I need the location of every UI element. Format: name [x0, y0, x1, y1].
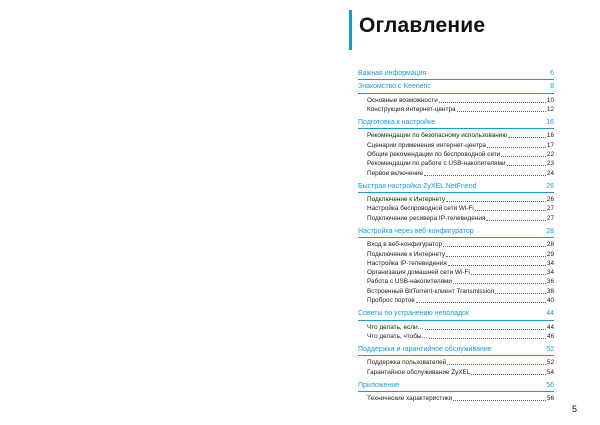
toc-item-title: Встроенный BitTorrent-клиент Transmission	[367, 287, 495, 295]
toc-item-page: 28	[546, 241, 554, 249]
toc-section	[358, 225, 554, 307]
toc-section-title: Поддержка и гарантийное обслуживание	[358, 346, 492, 354]
toc-item-title: Основные возможности	[367, 96, 438, 104]
toc-item-page: 27	[546, 214, 554, 222]
toc-item-title: Настройка беспроводной сети Wi-Fi	[367, 205, 474, 213]
toc-item-list	[358, 193, 554, 225]
dot-leader	[424, 169, 546, 176]
toc-item-title: Что делать, если…	[367, 323, 424, 331]
toc-item[interactable]	[358, 332, 554, 341]
toc-item-title: Технические характеристики	[367, 395, 453, 403]
table-of-contents	[358, 67, 554, 406]
dot-leader	[439, 96, 546, 103]
toc-item-title: Конструкция интернет-центра	[367, 105, 456, 113]
toc-section-title: Быстрая настройка ZyXEL NetFriend	[358, 182, 477, 190]
toc-item[interactable]	[358, 250, 554, 259]
toc-section-page: 8	[550, 83, 554, 91]
toc-item[interactable]	[358, 96, 554, 105]
toc-section-heading[interactable]	[358, 225, 554, 238]
toc-item[interactable]	[358, 268, 554, 277]
toc-item-page: 29	[546, 250, 554, 258]
toc-item-title: Организация домашней сети Wi-Fi	[367, 269, 470, 277]
toc-item-list	[358, 94, 554, 117]
toc-section-heading[interactable]	[358, 80, 554, 93]
toc-item-title: Настройка IP-телевидения	[367, 259, 447, 267]
title-accent-bar	[349, 10, 352, 50]
toc-item-list	[358, 129, 554, 179]
toc-section-title: Подготовка к настройке	[358, 119, 435, 127]
toc-item[interactable]	[358, 131, 554, 140]
dot-leader	[443, 240, 546, 247]
toc-item-page: 24	[546, 169, 554, 177]
toc-item-list	[358, 356, 554, 379]
toc-section	[358, 379, 554, 406]
toc-item[interactable]	[358, 141, 554, 150]
toc-item[interactable]	[358, 368, 554, 377]
toc-item-title: Рекомендации по безопасному использованию	[367, 132, 508, 140]
toc-item-list	[358, 392, 554, 405]
toc-item-title: Сценарии применения интернет-центра	[367, 141, 486, 149]
toc-item[interactable]	[358, 169, 554, 178]
toc-item-page: 27	[546, 205, 554, 213]
dot-leader	[507, 159, 546, 166]
toc-item-page: 10	[546, 96, 554, 104]
toc-item-page: 34	[546, 259, 554, 267]
toc-section-heading[interactable]	[358, 307, 554, 320]
toc-item-page: 26	[546, 196, 554, 204]
toc-item[interactable]	[358, 277, 554, 286]
toc-item-page: 22	[546, 150, 554, 158]
dot-leader	[425, 323, 546, 330]
toc-item-title: Первое включение	[367, 169, 424, 177]
toc-section	[358, 67, 554, 80]
dot-leader	[448, 259, 546, 266]
dot-leader	[471, 268, 546, 275]
toc-item-page: 56	[546, 395, 554, 403]
toc-item-title: Вход в веб-конфигуратор	[367, 241, 443, 249]
dot-leader	[416, 296, 546, 303]
toc-section-title: Знакомство с Keenetic	[358, 83, 431, 91]
dot-leader	[447, 358, 546, 365]
toc-item-page: 38	[546, 287, 554, 295]
toc-item-page: 12	[546, 105, 554, 113]
toc-section	[358, 180, 554, 225]
toc-item-page: 36	[546, 278, 554, 286]
toc-item-title: Общие рекомендации по беспроводной сети	[367, 150, 501, 158]
toc-item-page: 52	[546, 359, 554, 367]
toc-section-page: 56	[546, 381, 554, 389]
toc-section-heading[interactable]	[358, 343, 554, 356]
page-number: 5	[572, 404, 578, 414]
toc-item-title: Что делать, чтобы…	[367, 332, 428, 340]
toc-section	[358, 80, 554, 116]
dot-leader	[453, 394, 546, 401]
dot-leader	[446, 195, 546, 202]
toc-section	[358, 116, 554, 180]
dot-leader	[495, 287, 546, 294]
toc-section-page: 16	[546, 119, 554, 127]
toc-item[interactable]	[358, 150, 554, 159]
dot-leader	[487, 141, 546, 148]
toc-section	[358, 343, 554, 379]
toc-item-list	[358, 238, 554, 307]
toc-section-page: 52	[546, 346, 554, 354]
page-title: Оглавление	[359, 14, 486, 37]
toc-item[interactable]	[358, 323, 554, 332]
toc-item[interactable]	[358, 195, 554, 204]
toc-section-page: 44	[546, 310, 554, 318]
toc-item[interactable]	[358, 394, 554, 403]
toc-item[interactable]	[358, 287, 554, 296]
toc-item-title: Подключение к Интернету	[367, 250, 446, 258]
toc-section	[358, 307, 554, 343]
toc-item-page: 23	[546, 160, 554, 168]
toc-item[interactable]	[358, 204, 554, 213]
toc-section-page: 26	[546, 182, 554, 190]
toc-item[interactable]	[358, 159, 554, 168]
toc-section-title: Приложение	[358, 381, 400, 389]
dot-leader	[446, 250, 546, 257]
dot-leader	[486, 214, 546, 221]
toc-item[interactable]	[358, 105, 554, 114]
dot-leader	[471, 368, 545, 375]
toc-item-page: 34	[546, 269, 554, 277]
toc-item-page: 17	[546, 141, 554, 149]
dot-leader	[453, 277, 546, 284]
toc-item-title: Поддержка пользователей	[367, 359, 447, 367]
toc-item-page: 54	[546, 368, 554, 376]
toc-item-title: Подключение к Интернету	[367, 196, 446, 204]
toc-item-title: Проброс портов	[367, 297, 415, 304]
toc-section-page: 6	[550, 70, 554, 77]
toc-section-heading[interactable]	[358, 180, 554, 193]
toc-item-page: 40	[546, 297, 554, 304]
toc-section-title: Настройка через веб-конфигуратор	[358, 227, 474, 235]
toc-item-list	[358, 321, 554, 344]
toc-item-title: Рекомендации по работе с USB-накопителями	[367, 160, 506, 168]
toc-item-page: 44	[546, 323, 554, 331]
dot-leader	[475, 204, 546, 211]
toc-section-heading[interactable]	[358, 379, 554, 392]
toc-item-page: 46	[546, 332, 554, 340]
toc-item[interactable]	[358, 259, 554, 268]
dot-leader	[508, 131, 546, 138]
toc-section-heading[interactable]	[358, 116, 554, 129]
toc-item-title: Гарантийное обслуживание ZyXEL	[367, 368, 471, 376]
toc-item-title: Работа с USB-накопителями	[367, 278, 452, 286]
dot-leader	[457, 105, 546, 112]
toc-item[interactable]	[358, 296, 554, 305]
toc-item[interactable]	[358, 240, 554, 249]
dot-leader	[501, 150, 546, 157]
dot-leader	[429, 332, 546, 339]
toc-section-title: Важная информация	[358, 70, 427, 77]
toc-item[interactable]	[358, 214, 554, 223]
toc-section-title: Советы по устранению неполадок	[358, 310, 470, 318]
toc-section-heading[interactable]	[358, 67, 554, 80]
toc-section-page: 28	[546, 227, 554, 235]
toc-item-page: 16	[546, 132, 554, 140]
toc-item-title: Подключение ресивера IP-телевидения	[367, 214, 486, 222]
toc-item[interactable]	[358, 358, 554, 367]
